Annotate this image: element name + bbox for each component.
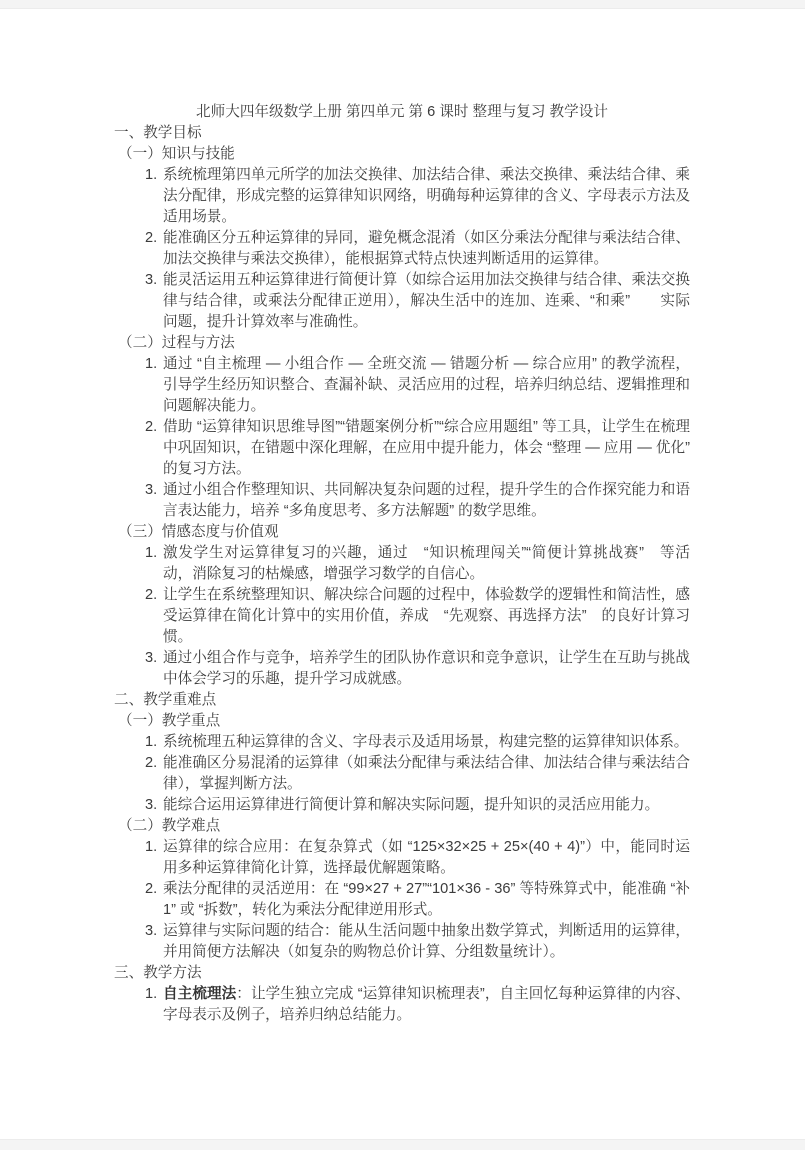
item-text: [163, 921, 690, 963]
subsection-heading-1-1: （一）知识与技能: [118, 146, 235, 162]
item-number: 1.: [145, 986, 158, 1002]
list-item: [145, 270, 690, 333]
list-item: [145, 879, 690, 921]
item-body: 能准确区分易混淆的运算律（如乘法分配律与乘法结合律、加法结合律与乘法结合律），掌握判断方法。: [163, 755, 690, 792]
list-item: [145, 648, 690, 690]
item-list: [145, 984, 690, 1026]
item-number: 1.: [145, 545, 158, 561]
subsection-heading-2-1: （一）教学重点: [118, 713, 221, 729]
item-text: [163, 795, 690, 816]
item-text: [163, 732, 690, 753]
item-number: 2.: [145, 419, 158, 435]
item-body: 系统梳理五种运算律的含义、字母表示及适用场景，构建完整的运算律知识体系。: [163, 734, 689, 750]
item-body: 通过小组合作整理知识、共同解决复杂问题的过程，提升学生的合作探究能力和语言表达能力，培养 “多角度思考、多方法解题” 的数学思维。: [163, 482, 690, 519]
item-text: [163, 648, 690, 690]
item-body: 通过 “自主梳理 — 小组合作 — 全班交流 — 错题分析 — 综合应用” 的教学流程，引导学生经历知识整合、查漏补缺、灵活应用的过程，培养归纳总结、逻辑推理和问题解决能力。: [163, 356, 690, 414]
item-body: 运算律的综合应用：在复杂算式（如 “125×32×25 + 25×(40 + 4)”）中，能同时运用多种运算律简化计算，选择最优解题策略。: [163, 839, 690, 876]
item-number: 3.: [145, 482, 158, 498]
item-number: 3.: [145, 272, 158, 288]
item-number: 3.: [145, 650, 158, 666]
item-list: [145, 732, 690, 816]
item-number: 1.: [145, 167, 158, 183]
item-body: ：让学生独立完成 “运算律知识梳理表”，自主回忆每种运算律的内容、字母表示及例子，培养归纳总结能力。: [163, 986, 690, 1023]
item-body: 能灵活运用五种运算律进行简便计算（如综合运用加法交换律与结合律、乘法交换律与结合律，或乘法分配律正逆用），解决生活中的连加、连乘、“和乘” 实际问题，提升计算效率与准确性。: [163, 272, 690, 330]
item-text: [163, 228, 690, 270]
item-lead: 自主梳理法: [163, 986, 237, 1002]
list-item: [145, 480, 690, 522]
item-text: [163, 753, 690, 795]
item-text: [163, 837, 690, 879]
list-item: [145, 984, 690, 1026]
item-number: 3.: [145, 797, 158, 813]
list-item: [145, 585, 690, 648]
item-number: 2.: [145, 755, 158, 771]
item-body: 乘法分配律的灵活逆用：在 “99×27 + 27”“101×36 - 36” 等特殊算式中，能准确 “补1” 或 “拆数”，转化为乘法分配律逆用形式。: [163, 881, 690, 918]
item-text: [163, 417, 690, 480]
item-body: 能准确区分五种运算律的异同，避免概念混淆（如区分乘法分配律与乘法结合律、加法交换律与乘法交换律），能根据算式特点快速判断适用的运算律。: [163, 230, 690, 267]
item-text: [163, 585, 690, 648]
item-list: [145, 543, 690, 690]
item-text: [163, 879, 690, 921]
item-text: [163, 165, 690, 228]
subsection-heading-1-2: （二）过程与方法: [118, 335, 235, 351]
list-item: [145, 228, 690, 270]
list-item: [145, 795, 690, 816]
list-item: [145, 753, 690, 795]
subsection-heading-2-2: （二）教学难点: [118, 818, 221, 834]
item-body: 能综合运用运算律进行简便计算和解决实际问题，提升知识的灵活应用能力。: [163, 797, 660, 813]
item-body: 激发学生对运算律复习的兴趣，通过 “知识梳理闯关”“简便计算挑战赛” 等活动，消除复习的枯燥感，增强学习数学的自信心。: [163, 545, 690, 582]
item-text: [163, 354, 690, 417]
list-item: [145, 732, 690, 753]
document-title: 北师大四年级数学上册 第四单元 第 6 课时 整理与复习 教学设计: [196, 104, 608, 120]
item-body: 通过小组合作与竞争，培养学生的团队协作意识和竞争意识，让学生在互助与挑战中体会学习的乐趣，提升学习成就感。: [163, 650, 690, 687]
item-number: 3.: [145, 923, 158, 939]
item-list: [145, 354, 690, 522]
item-body: 运算律与实际问题的结合：能从生活问题中抽象出数学算式，判断适用的运算律，并用简便方法解决（如复杂的购物总价计算、分组数量统计）。: [163, 923, 690, 960]
item-body: 系统梳理第四单元所学的加法交换律、加法结合律、乘法交换律、乘法结合律、乘法分配律，形成完整的运算律知识网络，明确每种运算律的含义、字母表示方法及适用场景。: [163, 167, 690, 225]
item-text: [163, 543, 690, 585]
item-number: 1.: [145, 839, 158, 855]
list-item: [145, 921, 690, 963]
item-list: [145, 165, 690, 333]
item-body: 借助 “运算律知识思维导图”“错题案例分析”“综合应用题组” 等工具，让学生在梳理中巩固知识，在错题中深化理解，在应用中提升能力，体会 “整理 — 应用 — 优化” 的复习方法。: [163, 419, 690, 477]
item-list: [145, 837, 690, 963]
item-body: 让学生在系统整理知识、解决综合问题的过程中，体验数学的逻辑性和简洁性，感受运算律在简化计算中的实用价值，养成 “先观察、再选择方法” 的良好计算习惯。: [163, 587, 690, 645]
list-item: [145, 417, 690, 480]
list-item: [145, 543, 690, 585]
list-item: [145, 354, 690, 417]
item-number: 2.: [145, 230, 158, 246]
section-heading-1: 一、教学目标: [114, 125, 202, 141]
section-heading-3: 三、教学方法: [114, 965, 202, 981]
document-page: [0, 8, 805, 1140]
item-number: 1.: [145, 356, 158, 372]
item-text: [163, 480, 690, 522]
document-viewport: [0, 8, 805, 1140]
item-number: 2.: [145, 881, 158, 897]
list-item: [145, 837, 690, 879]
list-item: [145, 165, 690, 228]
subsection-heading-1-3: （三）情感态度与价值观: [118, 524, 279, 540]
item-number: 2.: [145, 587, 158, 603]
item-text: [163, 984, 690, 1026]
item-text: [163, 270, 690, 333]
section-heading-2: 二、教学重难点: [114, 692, 217, 708]
item-number: 1.: [145, 734, 158, 750]
